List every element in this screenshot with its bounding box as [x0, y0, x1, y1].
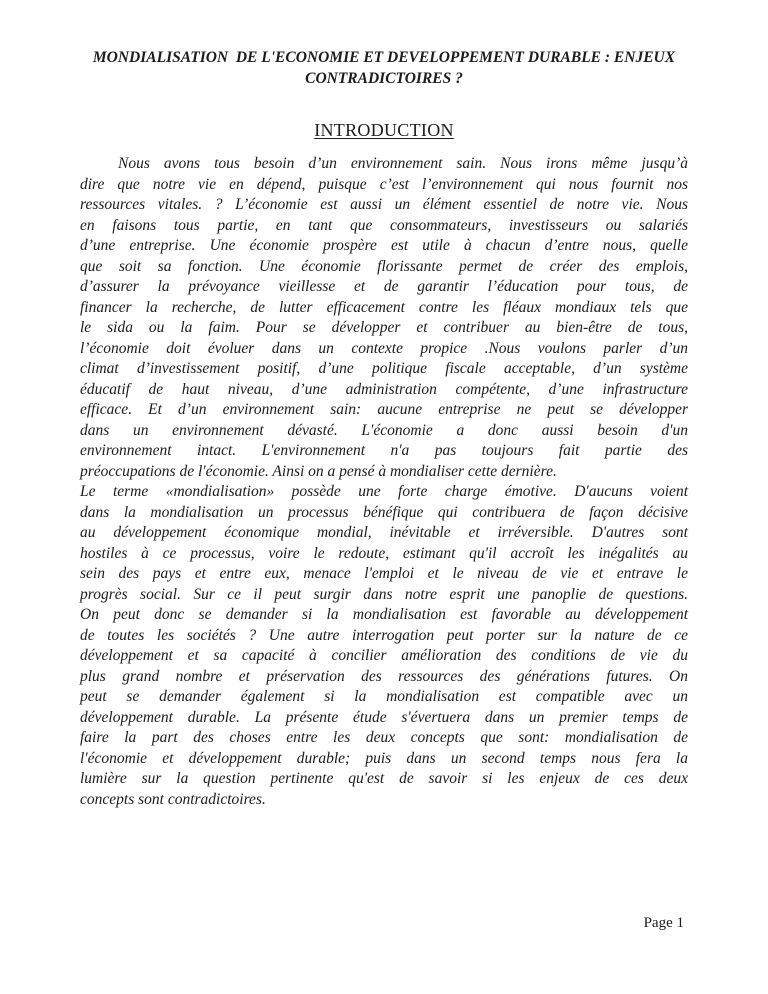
paragraph-2: [80, 482, 688, 810]
body-line: peut se demander également si la mondialisation est compatible avec un: [80, 688, 688, 705]
body-line: concepts sont contradictoires.: [80, 790, 266, 808]
body-line: climat d’investissement positif, d’une politique fiscale acceptable, d’un système: [80, 360, 688, 377]
body-line: d’assurer la prévoyance vieillesse et de garantir l’éducation pour tous, de: [80, 278, 688, 295]
title-line: MONDIALISATION DE L'ECONOMIE ET DEVELOPPEMENT DURABLE : ENJEUX: [92, 49, 676, 66]
document-title: [80, 47, 688, 89]
body-line: dire que notre vie en dépend, puisque c’est l’environnement qui nous fournit nos: [80, 175, 688, 193]
body-line: plus grand nombre et préservation des ressources des générations futures. On: [80, 667, 688, 685]
body-line: de toutes les sociétés ? Une autre interrogation peut porter sur la nature de ce: [80, 626, 688, 644]
body-line: le sida ou la faim. Pour se développer et contribuer au bien-être de tous,: [80, 319, 688, 336]
body-line: au développement économique mondial, inévitable et irréversible. D'autres sont: [80, 524, 688, 541]
body-line: préoccupations de l'économie. Ainsi on a pensé à mondialiser cette dernière.: [80, 462, 557, 480]
section-heading-introduction: INTRODUCTION: [314, 120, 454, 140]
document-body: [80, 154, 688, 810]
body-line: l'économie et développement durable; puis dans un second temps nous fera la: [80, 749, 688, 767]
body-line: que soit sa fonction. Une économie florissante permet de créer des emplois,: [80, 257, 688, 275]
body-line: en faisons tous partie, en tant que consommateurs, investisseurs ou salariés: [80, 216, 688, 234]
body-line: progrès social. Sur ce il peut surgir dans notre esprit une panoplie de questions.: [80, 585, 688, 603]
body-line: d’une entreprise. Une économie prospère est utile à chacun d’entre nous, quelle: [80, 237, 688, 254]
body-line: éducatif de haut niveau, d’une administration compétente, d’une infrastructure: [80, 380, 688, 398]
paragraph-1: [80, 154, 688, 482]
body-line: financer la recherche, de lutter efficacement contre les fléaux mondiaux tels que: [80, 298, 688, 316]
body-line: faire la part des choses entre les deux concepts que sont: mondialisation de: [80, 729, 688, 746]
body-line: efficace. Et d’un environnement sain: aucune entreprise ne peut se développer: [80, 401, 688, 418]
body-line: sein des pays et entre eux, menace l'emploi et le niveau de vie et entrave le: [80, 565, 688, 582]
title-line: CONTRADICTOIRES ?: [305, 70, 463, 87]
body-line: lumière sur la question pertinente qu'est de savoir si les enjeux de ces deux: [80, 770, 688, 787]
page-number: Page 1: [643, 915, 684, 931]
body-line: l’économie doit évoluer dans un contexte propice .Nous voulons parler d’un: [80, 339, 688, 357]
body-line: On peut donc se demander si la mondialisation est favorable au développement: [80, 606, 688, 623]
body-line: développement durable. La présente étude s'évertuera dans un premier temps de: [80, 708, 688, 726]
body-line: développement et sa capacité à concilier amélioration des conditions de vie du: [80, 647, 688, 664]
body-line: Nous avons tous besoin d’un environnement sain. Nous irons même jusqu’à: [118, 155, 688, 172]
body-line: dans un environnement dévasté. L'économie a donc aussi besoin d'un: [80, 421, 688, 439]
body-line: environnement intact. L'environnement n'a pas toujours fait partie des: [80, 442, 688, 459]
body-line: dans la mondialisation un processus bénéfique qui contribuera de façon décisive: [80, 503, 688, 521]
body-line: hostiles à ce processus, voire le redoute, estimant qu'il accroît les inégalités au: [80, 544, 688, 562]
body-line: Le terme «mondialisation» possède une forte charge émotive. D'aucuns voient: [80, 483, 688, 500]
body-line: ressources vitales. ? L’économie est aussi un élément essentiel de notre vie. Nous: [80, 196, 688, 213]
